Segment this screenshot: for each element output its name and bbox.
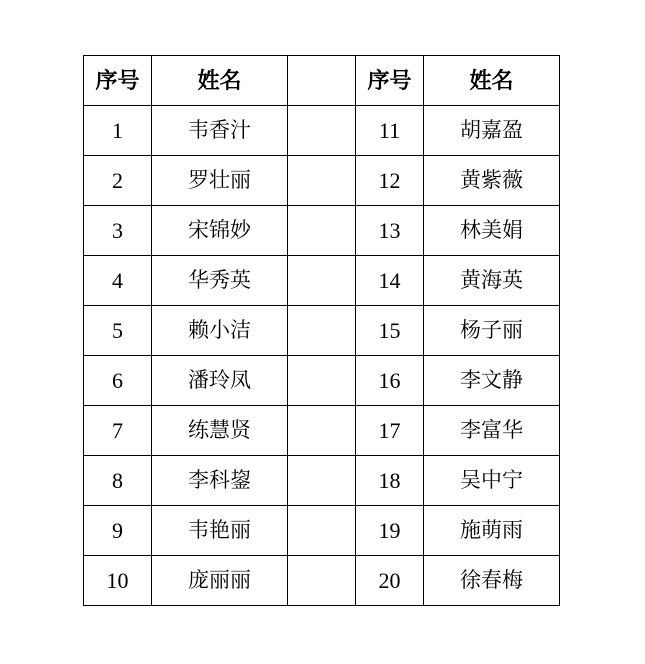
spacer-cell: [288, 306, 356, 356]
left-number-cell: 3: [84, 206, 152, 256]
header-left-name: 姓名: [152, 56, 288, 106]
spacer-cell: [288, 256, 356, 306]
right-number-cell: 12: [356, 156, 424, 206]
right-number-cell: 17: [356, 406, 424, 456]
table-row: [84, 256, 560, 306]
table-row: [84, 456, 560, 506]
right-name-cell: 黄海英: [424, 256, 560, 306]
header-right-number: 序号: [356, 56, 424, 106]
right-number-cell: 18: [356, 456, 424, 506]
table-row: [84, 106, 560, 156]
table-row: [84, 306, 560, 356]
left-number-cell: 8: [84, 456, 152, 506]
spacer-cell: [288, 556, 356, 606]
left-name-cell: 赖小洁: [152, 306, 288, 356]
table-row: [84, 556, 560, 606]
left-name-cell: 韦香汁: [152, 106, 288, 156]
spacer-cell: [288, 56, 356, 106]
right-name-cell: 吴中宁: [424, 456, 560, 506]
right-name-cell: 李富华: [424, 406, 560, 456]
table-row: [84, 506, 560, 556]
right-name-cell: 李文静: [424, 356, 560, 406]
spacer-cell: [288, 506, 356, 556]
left-name-cell: 韦艳丽: [152, 506, 288, 556]
left-name-cell: 潘玲凤: [152, 356, 288, 406]
left-number-cell: 4: [84, 256, 152, 306]
header-left-number: 序号: [84, 56, 152, 106]
left-name-cell: 罗壮丽: [152, 156, 288, 206]
right-name-cell: 施萌雨: [424, 506, 560, 556]
right-number-cell: 19: [356, 506, 424, 556]
right-name-cell: 黄紫薇: [424, 156, 560, 206]
right-number-cell: 20: [356, 556, 424, 606]
left-name-cell: 宋锦妙: [152, 206, 288, 256]
right-number-cell: 14: [356, 256, 424, 306]
spacer-cell: [288, 456, 356, 506]
table-row: [84, 156, 560, 206]
spacer-cell: [288, 156, 356, 206]
spacer-cell: [288, 356, 356, 406]
right-number-cell: 13: [356, 206, 424, 256]
left-name-cell: 庞丽丽: [152, 556, 288, 606]
right-name-cell: 徐春梅: [424, 556, 560, 606]
left-number-cell: 2: [84, 156, 152, 206]
left-number-cell: 7: [84, 406, 152, 456]
right-name-cell: 胡嘉盈: [424, 106, 560, 156]
spacer-cell: [288, 106, 356, 156]
right-number-cell: 16: [356, 356, 424, 406]
right-number-cell: 15: [356, 306, 424, 356]
table-row: [84, 406, 560, 456]
left-number-cell: 1: [84, 106, 152, 156]
table-row: [84, 356, 560, 406]
left-name-cell: 练慧贤: [152, 406, 288, 456]
right-name-cell: 林美娟: [424, 206, 560, 256]
left-number-cell: 9: [84, 506, 152, 556]
left-number-cell: 5: [84, 306, 152, 356]
right-number-cell: 11: [356, 106, 424, 156]
header-right-name: 姓名: [424, 56, 560, 106]
left-number-cell: 10: [84, 556, 152, 606]
right-name-cell: 杨子丽: [424, 306, 560, 356]
table-header-row: [84, 56, 560, 106]
table-row: [84, 206, 560, 256]
left-number-cell: 6: [84, 356, 152, 406]
spacer-cell: [288, 206, 356, 256]
spacer-cell: [288, 406, 356, 456]
roster-table-body: [84, 56, 560, 606]
roster-table: [83, 55, 560, 606]
left-name-cell: 李科鋆: [152, 456, 288, 506]
left-name-cell: 华秀英: [152, 256, 288, 306]
